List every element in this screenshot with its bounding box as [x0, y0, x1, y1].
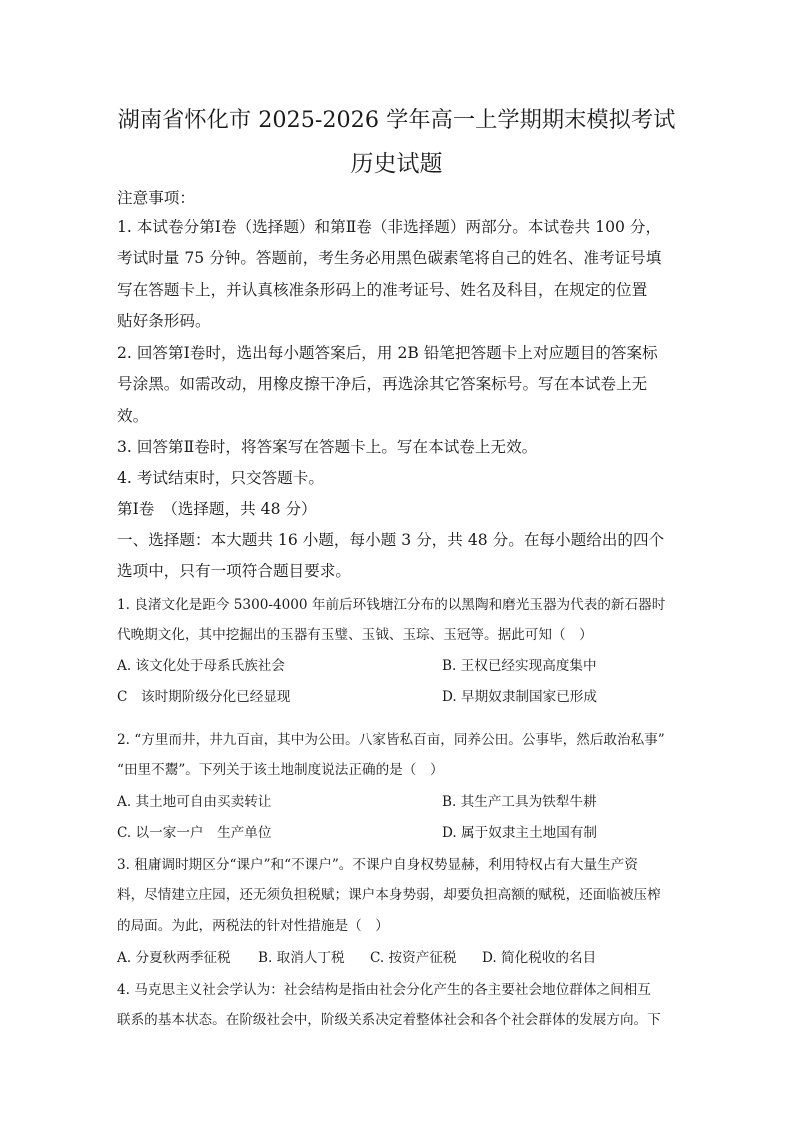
exam-title: 湖南省怀化市 2025-2026 学年高一上学期期末模拟考试	[117, 107, 676, 133]
question-3-option-c: C. 按资产征税	[370, 950, 457, 966]
notice-line: 效。	[117, 407, 149, 425]
notice-line: 3. 回答第Ⅱ卷时，将答案写在答题卡上。写在本试卷上无效。	[117, 438, 538, 456]
notice-heading: 注意事项：	[117, 189, 195, 207]
question-1-stem: 代晚期文化，其中挖掘出的玉器有玉璧、玉钺、玉琮、玉冠等。据此可知（ ）	[117, 627, 593, 643]
question-2-option-d: D. 属于奴隶主土地国有制	[442, 825, 597, 841]
question-1-stem: 1. 良渚文化是距今 5300-4000 年前后环钱塘江分布的以黑陶和磨光玉器为代表的新石器时	[117, 597, 666, 613]
section-instruction: 选项中，只有一项符合题目要求。	[117, 562, 351, 580]
question-3-stem: 3. 租庸调时期区分“课户”和“不课户”。不课户自身权势显赫，利用特权占有大量生产资	[117, 857, 638, 873]
section-label: 第Ⅰ卷 （选择题，共 48 分）	[117, 500, 317, 518]
question-2-stem: 2. “方里而井，井九百亩，其中为公田。八家皆私百亩，同养公田。公事毕，然后敢治私事”	[117, 732, 665, 748]
notice-line: 号涂黑。如需改动，用橡皮擦干净后，再选涂其它答案标号。写在本试卷上无	[117, 375, 648, 393]
notice-line: 1. 本试卷分第Ⅰ卷（选择题）和第Ⅱ卷（非选择题）两部分。本试卷共 100 分，	[117, 218, 662, 236]
question-2-stem: “田里不鬻”。下列关于该土地制度说法正确的是（ ）	[117, 762, 444, 778]
notice-line: 贴好条形码。	[117, 312, 211, 330]
question-1-option-c: C 该时期阶级分化已经显现	[117, 689, 291, 705]
question-3-stem: 料，尽情建立庄园，还无须负担税赋；课户本身势弱，却要负担高额的赋税，还面临被压榨	[117, 887, 661, 903]
question-3-option-d: D. 简化税收的名目	[482, 950, 597, 966]
question-3-option-a: A. 分夏秋两季征税	[117, 950, 231, 966]
notice-line: 写在答题卡上，并认真核准条形码上的准考证号、姓名及科目，在规定的位置	[117, 281, 648, 299]
question-1-option-b: B. 王权已经实现高度集中	[442, 658, 597, 674]
question-3-stem: 的局面。为此，两税法的针对性措施是（ ）	[117, 918, 389, 934]
notice-line: 4. 考试结束时，只交答题卡。	[117, 469, 324, 487]
exam-subtitle: 历史试题	[350, 151, 443, 177]
notice-line: 考试时量 75 分钟。答题前，考生务必用黑色碳素笔将自己的姓名、准考证号填	[117, 249, 662, 267]
notice-line: 2. 回答第Ⅰ卷时，选出每小题答案后，用 2B 铅笔把答题卡上对应题目的答案标	[117, 344, 658, 362]
question-4-stem: 4. 马克思主义社会学认为：社会结构是指由社会分化产生的各主要社会地位群体之间相互	[117, 982, 651, 998]
question-4-stem: 联系的基本状态。在阶级社会中，阶级关系决定着整体社会和各个社会群体的发展方向。下	[117, 1012, 661, 1028]
question-3-option-b: B. 取消人丁税	[258, 950, 345, 966]
question-1-option-a: A. 该文化处于母系氏族社会	[117, 658, 285, 674]
section-instruction: 一、选择题：本大题共 16 小题，每小题 3 分，共 48 分。在每小题给出的四个	[117, 531, 665, 549]
question-2-option-a: A. 其土地可自由买卖转让	[117, 794, 272, 810]
question-2-option-b: B. 其生产工具为铁犁牛耕	[442, 794, 597, 810]
question-1-option-d: D. 早期奴隶制国家已形成	[442, 689, 597, 705]
question-2-option-c: C. 以一家一户 生产单位	[117, 825, 272, 841]
